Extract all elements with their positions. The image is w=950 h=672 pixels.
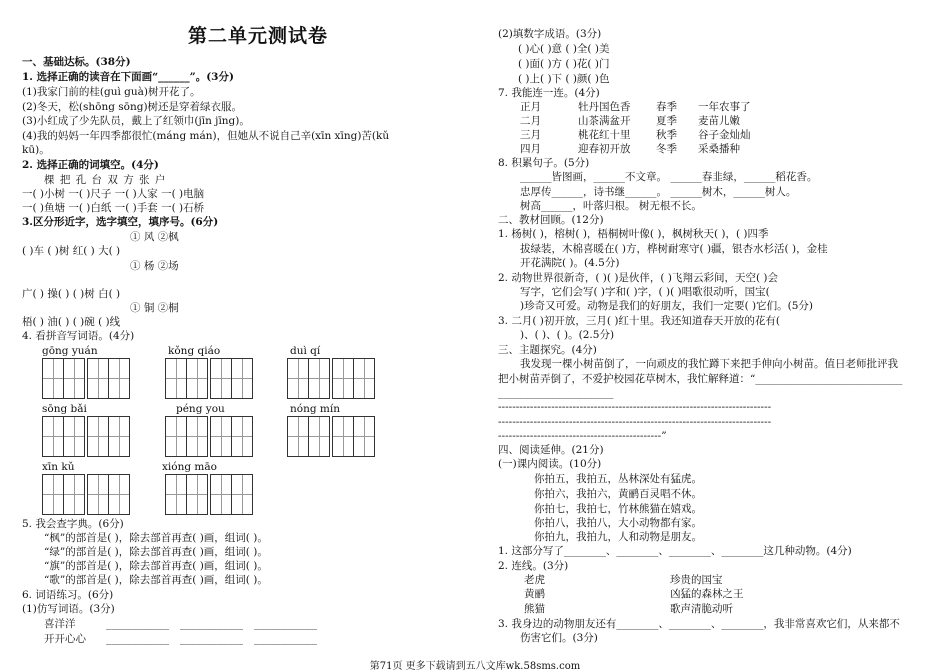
link-trait[interactable]: 珍贵的国宝 xyxy=(670,574,723,586)
writing-grid-7[interactable] xyxy=(42,474,129,515)
r-q1: 1. 这部分写了________、________、________、________这几种动物。(4分) xyxy=(498,545,852,557)
r-q3-line-2: 伤害它们。(3分) xyxy=(520,632,598,644)
idiom-row-2: ( )面( )方 ( )花( )门 xyxy=(518,58,610,70)
s2-q2-line-3: )珍奇又可爱。动物是我们的好朋友，我们一定要( )它们。(5分) xyxy=(520,300,813,312)
poem-line-4: 你拍八，我拍八，大小动物都有家。 xyxy=(534,517,702,529)
q5-heading: 5. 我会查字典。(6分) xyxy=(22,518,124,530)
pinyin-4: sōng bǎi xyxy=(42,403,87,415)
pinyin-6: nóng mín xyxy=(290,403,340,415)
q1-item-4-cont: kū)。 xyxy=(22,144,50,156)
q4-heading: 4. 看拼音写词语。(4分) xyxy=(22,330,135,342)
match-flower[interactable]: 桃花红十里 xyxy=(578,129,631,141)
s3-text-1: 我发现一棵小树苗倒了，一向顽皮的我忙蹲下来把手伸向小树苗。值日老师批评我 xyxy=(520,358,898,370)
q5-row-2: “绿”的部首是( )，除去部首再查( )画，组词( )。 xyxy=(44,546,268,558)
writing-grid-6[interactable] xyxy=(287,416,374,457)
q3-group-3-options: ① 铜 ②桐 xyxy=(130,302,179,314)
r-q3-line-1: 3. 我身边的动物朋友还有________、________、________，我非常喜欢它们，从来都不 xyxy=(498,618,900,630)
q8-row-2: 忠厚传______，诗书继______。 ______树木，______树人。 xyxy=(520,186,797,198)
page-title: 第二单元测试卷 xyxy=(188,25,329,47)
link-animal[interactable]: 黄鹂 xyxy=(524,588,545,600)
pinyin-1: gōng yuán xyxy=(42,345,98,357)
match-month[interactable]: 二月 xyxy=(520,115,541,127)
match-season[interactable]: 冬季 xyxy=(656,143,677,155)
s3-answer-line[interactable]: ----------------------------------------------” xyxy=(498,430,667,442)
q3-heading: 3.区分形近字，选字填空，填序号。(6分) xyxy=(22,216,219,228)
idiom-row-3: ( )上( )下 ( )颜( )色 xyxy=(518,73,610,85)
writing-grid-3[interactable] xyxy=(287,358,374,399)
link-animal[interactable]: 老虎 xyxy=(524,574,545,586)
q1-item-3: (3)小红成了少先队员，戴上了红领巾(jīn jīng)。 xyxy=(22,115,250,127)
q6-sub-1: (1)仿写词语。(3分) xyxy=(22,603,115,615)
section-4-heading: 四、阅读延伸。(21分) xyxy=(498,444,604,456)
q1-item-4: (4)我的妈妈一年四季都很忙(máng mán)，但她从不说自己辛(xīn xīng)苦(kǔ xyxy=(22,130,390,142)
q6-example-1: 喜洋洋 xyxy=(44,618,76,630)
pinyin-8: xióng māo xyxy=(162,461,217,473)
pinyin-7: xīn kǔ xyxy=(42,461,75,473)
section-2-heading: 二、教材回顾。(12分) xyxy=(498,214,604,226)
match-work[interactable]: 谷子金灿灿 xyxy=(698,129,751,141)
poem-line-3: 你拍七，我拍七，竹林熊猫在嬉戏。 xyxy=(534,503,702,515)
match-flower[interactable]: 山茶满盆开 xyxy=(578,115,631,127)
s2-q1-line-3: 开花满院( )。(4.5分) xyxy=(520,257,620,269)
q3-group-2-options: ① 杨 ②场 xyxy=(130,260,179,272)
s2-q1-line-1: 1. 杨树( )，榕树( )，梧桐树叶像( )，枫树秋天( )，( )四季 xyxy=(498,228,769,240)
match-season[interactable]: 春季 xyxy=(656,101,677,113)
poem-line-5: 你拍九，我拍九，人和动物是朋友。 xyxy=(534,531,702,543)
match-flower[interactable]: 迎春初开放 xyxy=(578,143,631,155)
q5-row-1: “枫”的部首是( )，除去部首再查( )画，组词( )。 xyxy=(44,532,268,544)
answer-blank[interactable]: ____________ xyxy=(180,618,243,630)
s3-answer-line[interactable]: ----------------------------------------------------------------------------- xyxy=(498,416,772,428)
page-footer: 第71页 更多下载请到五八文库wk.58sms.com xyxy=(369,661,581,672)
q8-heading: 8. 积累句子。(5分) xyxy=(498,157,590,169)
q8-row-1: ______皆图画，______不文章。 ______春韭绿，______稻花香。 xyxy=(520,171,818,183)
q2-heading: 2. 选择正确的词填空。(4分) xyxy=(22,159,159,171)
writing-grid-8[interactable] xyxy=(165,474,252,515)
q1-heading: 1. 选择正确的读音在下面画“______”。(3分) xyxy=(22,71,234,83)
s2-q2-line-1: 2. 动物世界很新奇，( )( )是伙伴，( )飞翔云彩间，天空( )会 xyxy=(498,272,778,284)
section-3-heading: 三、主题探究。(4分) xyxy=(498,344,597,356)
q2-row-2: 一( )鱼塘 一( )白纸 一( )手套 一( )石桥 xyxy=(22,202,205,214)
writing-grid-4[interactable] xyxy=(42,416,129,457)
s2-q3-line-1: 3. 二月( )初开放，三月( )红十里。我还知道春天开放的花有( xyxy=(498,315,781,327)
writing-grid-1[interactable] xyxy=(42,358,129,399)
writing-grid-5[interactable] xyxy=(165,416,252,457)
q2-row-1: 一( )小树 一( )尺子 一( )人家 一( )电脑 xyxy=(22,188,205,200)
q7-heading: 7. 我能连一连。(4分) xyxy=(498,87,600,99)
match-work[interactable]: 一年农事了 xyxy=(698,101,751,113)
poem-line-1: 你拍五，我拍五，丛林深处有猛虎。 xyxy=(534,473,702,485)
writing-grid-2[interactable] xyxy=(165,358,252,399)
q2-word-bank: 棵 把 孔 台 双 方 张 户 xyxy=(44,174,167,186)
r-q2: 2. 连线。(3分) xyxy=(498,560,569,572)
q8-row-3: 树高______，叶落归根。 树无根不长。 xyxy=(520,200,702,212)
match-month[interactable]: 三月 xyxy=(520,129,541,141)
link-trait[interactable]: 凶猛的森林之王 xyxy=(670,588,744,600)
match-season[interactable]: 夏季 xyxy=(656,115,677,127)
match-month[interactable]: 正月 xyxy=(520,101,541,113)
q6-sub-2: (2)填数字成语。(3分) xyxy=(498,28,602,40)
link-animal[interactable]: 熊猫 xyxy=(524,603,545,615)
s3-answer-line[interactable]: ----------------------------------------------------------------------------- xyxy=(498,401,772,413)
s3-answer-line[interactable]: ______________________ xyxy=(498,387,614,399)
link-trait[interactable]: 歌声清脆动听 xyxy=(670,603,733,615)
match-season[interactable]: 秋季 xyxy=(656,129,677,141)
pinyin-5: péng you xyxy=(176,403,225,415)
reading-1-heading: (一)课内阅读。(10分) xyxy=(498,458,602,470)
q1-item-1: (1)我家门前的桂(guì guà)树开花了。 xyxy=(22,86,201,98)
poem-line-2: 你拍六，我拍六，黄鹂百灵唱不休。 xyxy=(534,488,702,500)
q3-group-1-options: ① 风 ②枫 xyxy=(130,231,179,243)
pinyin-3: duì qí xyxy=(290,345,321,357)
match-month[interactable]: 四月 xyxy=(520,143,541,155)
answer-blank[interactable]: ____________ xyxy=(254,633,317,645)
q3-group-1-row: ( )车 ( )树 红( ) 大( ) xyxy=(22,245,121,257)
q3-group-3-row: 梧( ) 油( ) ( )碗 ( )线 xyxy=(22,316,121,328)
s2-q2-line-2: 写字，它们会写( )字和( )字，( )( )唱歌很动听，国宝( xyxy=(520,286,770,298)
answer-blank[interactable]: ____________ xyxy=(254,618,317,630)
pinyin-2: kǒng qiáo xyxy=(168,345,221,357)
q5-row-4: “歌”的部首是( )，除去部首再查( )画，组词( )。 xyxy=(44,574,268,586)
q6-example-2: 开开心心 xyxy=(44,633,86,645)
q5-row-3: “旗”的部首是( )，除去部首再查( )画，组词( )。 xyxy=(44,560,268,572)
q6-heading: 6. 词语练习。(6分) xyxy=(22,589,114,601)
answer-blank[interactable]: ____________ xyxy=(106,618,169,630)
s3-text-2: 把小树苗弄倒了，不爱护校园花草树木，我忙解释道：“____________________________ xyxy=(498,373,903,385)
match-work[interactable]: 麦苗儿嫩 xyxy=(698,115,740,127)
q3-group-2-row: 广( ) 操( ) ( )树 白( ) xyxy=(22,288,121,300)
section-1-heading: 一、基础达标。(38分) xyxy=(22,56,131,68)
answer-blank[interactable]: ____________ xyxy=(106,633,169,645)
q1-item-2: (2)冬天，松(shōng sōng)树还是穿着绿衣服。 xyxy=(22,101,243,113)
answer-blank[interactable]: ____________ xyxy=(180,633,243,645)
match-work[interactable]: 采桑播种 xyxy=(698,143,740,155)
match-flower[interactable]: 牡丹国色香 xyxy=(578,101,631,113)
s2-q1-line-2: 拔绿装，木棉喜暖在( )方，桦树耐寒守( )疆，银杏水杉活( )，金桂 xyxy=(520,243,828,255)
idiom-row-1: ( )心( )意 ( )全( )美 xyxy=(518,43,610,55)
s2-q3-line-2: )、( )、( )。(2.5分) xyxy=(520,329,615,341)
